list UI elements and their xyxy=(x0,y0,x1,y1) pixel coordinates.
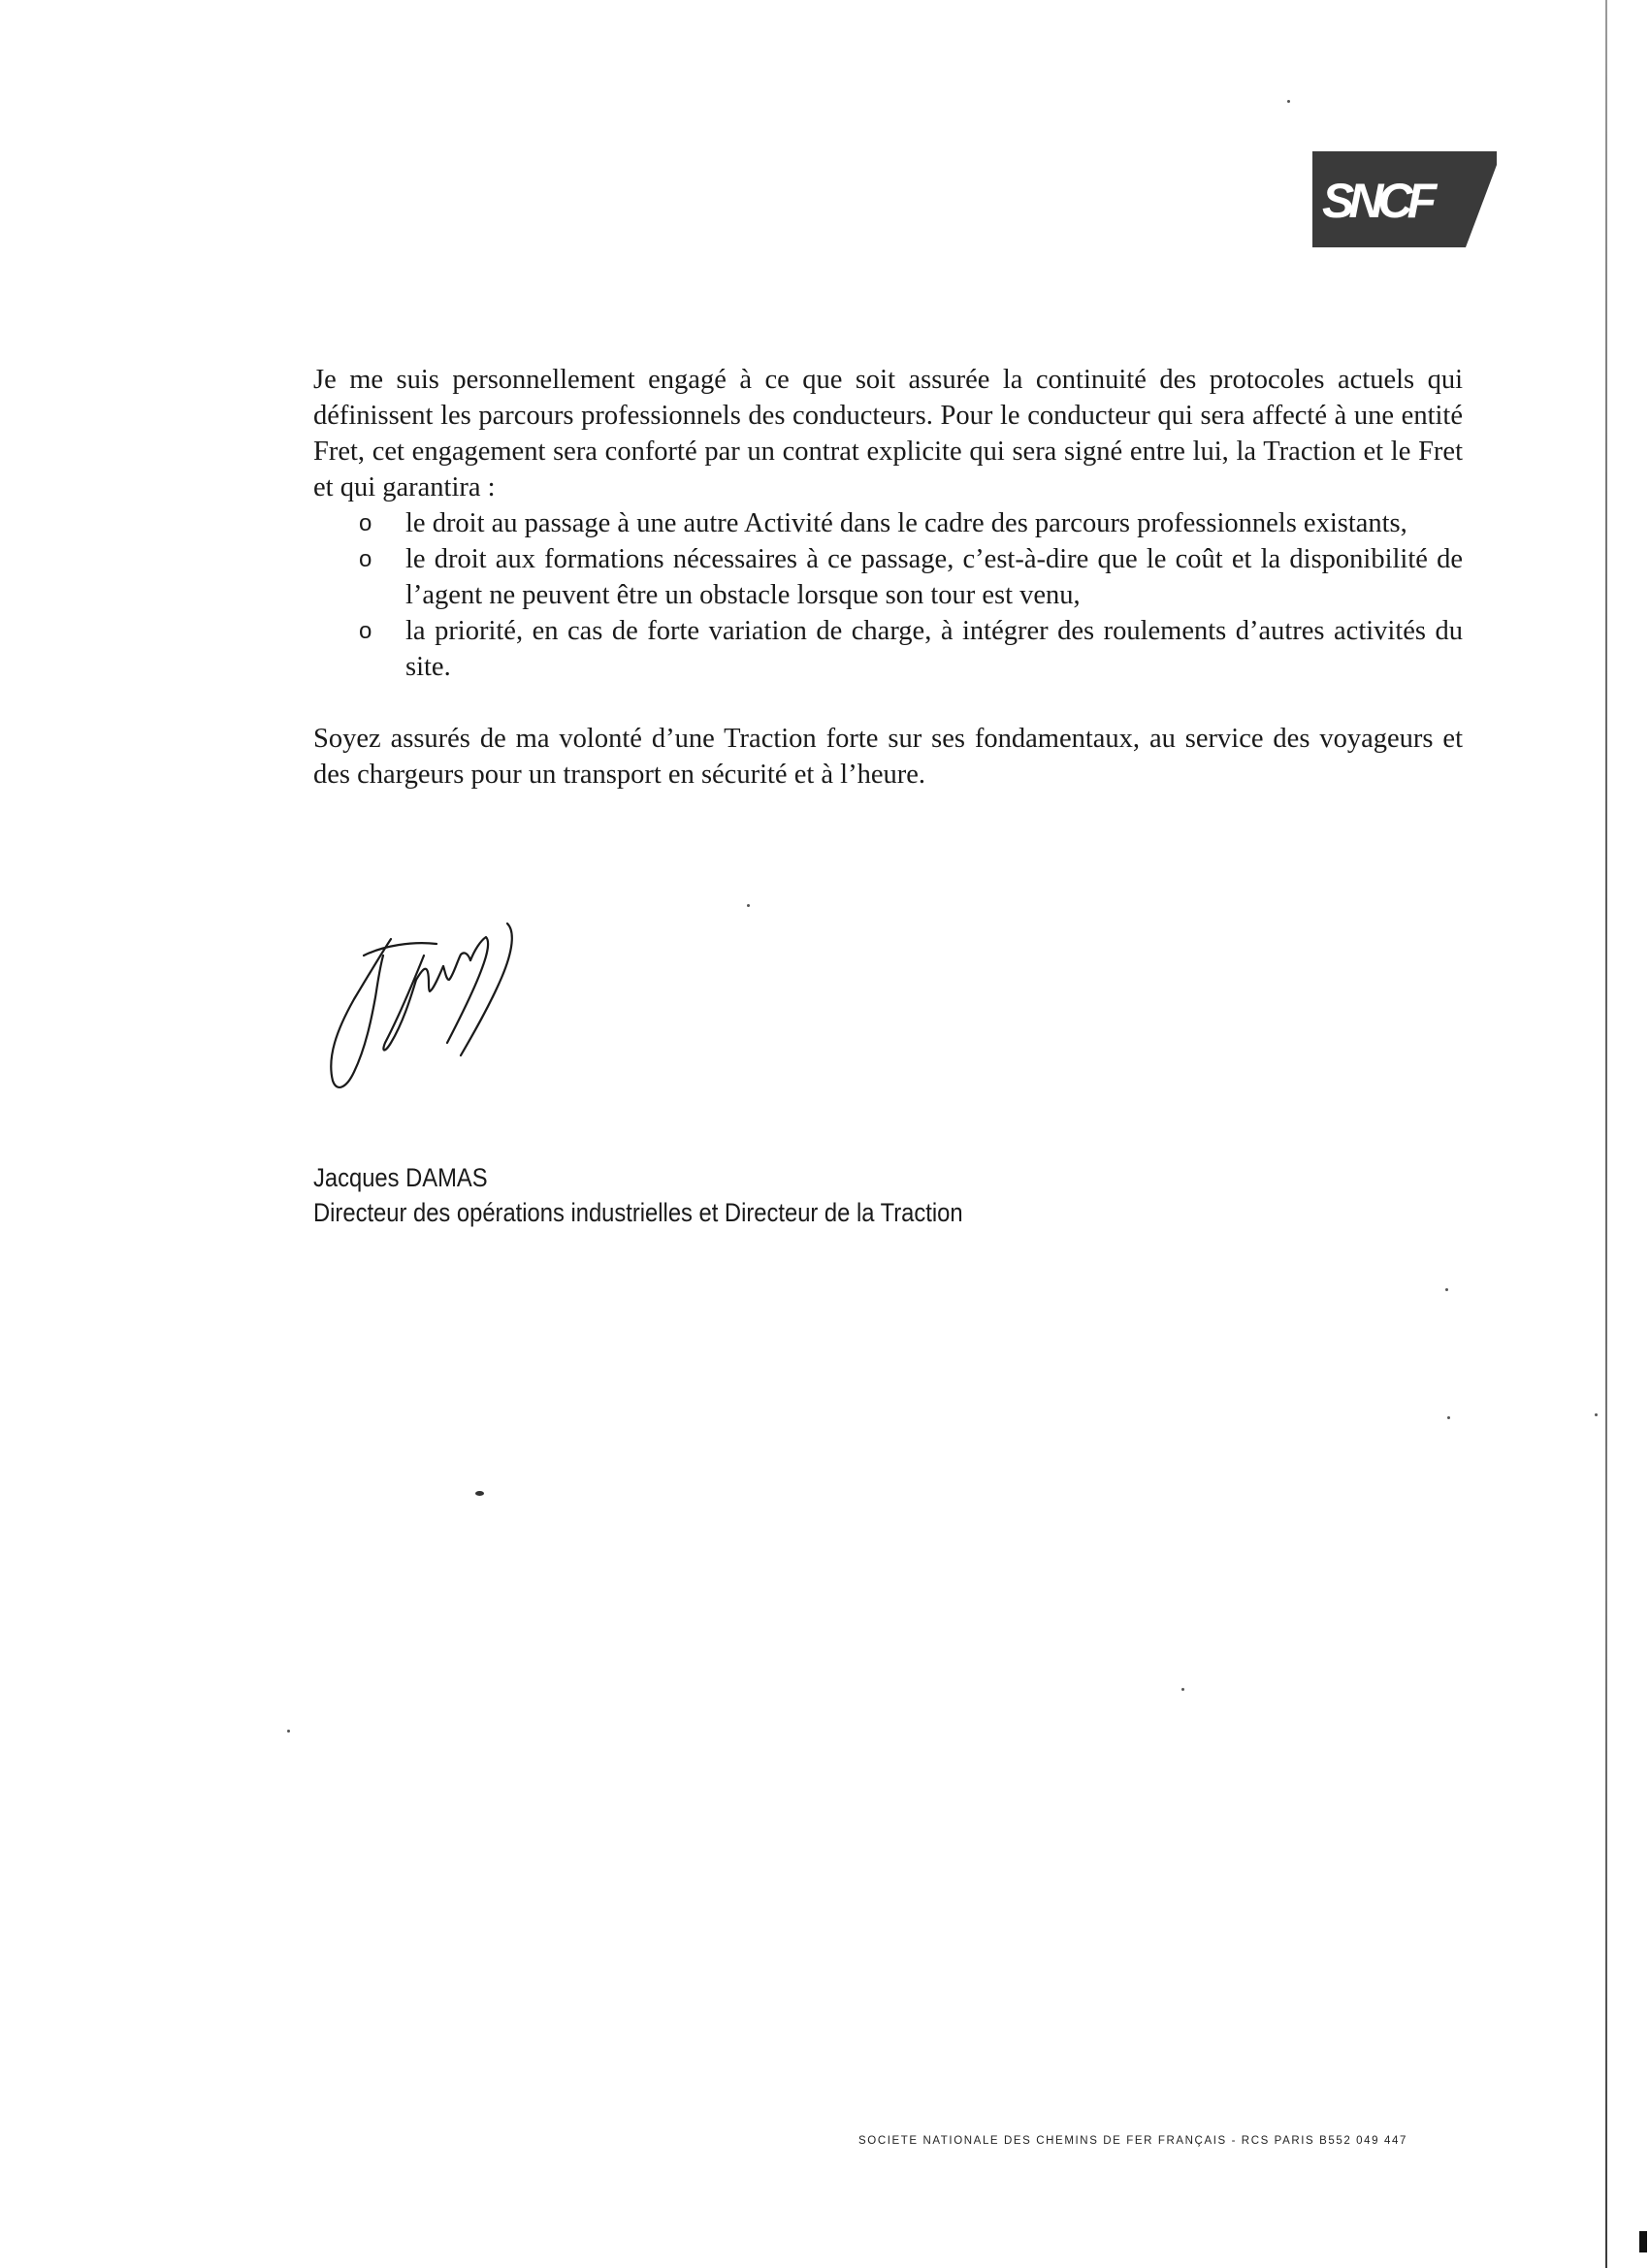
signer-block xyxy=(313,1160,963,1230)
sncf-logo xyxy=(1312,151,1497,247)
company-footer: SOCIETE NATIONALE DES CHEMINS DE FER FRANÇAIS - RCS PARIS B552 049 447 xyxy=(858,2135,1407,2147)
bullet-marker: o xyxy=(359,618,372,644)
guarantee-list xyxy=(313,505,1463,685)
scan-speck xyxy=(1447,1416,1450,1419)
closing-paragraph: Soyez assurés de ma volonté d’une Traction forte sur ses fondamentaux, au service des voyageurs et des chargeurs pour un transport en sécurité et à l’heure. xyxy=(313,724,1463,790)
scan-speck xyxy=(1445,1288,1448,1291)
list-item-text: le droit au passage à une autre Activité dans le cadre des parcours professionnels existants, xyxy=(405,508,1407,538)
scan-speck xyxy=(287,1730,290,1733)
signer-title: Directeur des opérations industrielles et Directeur de la Traction xyxy=(313,1198,963,1227)
scan-speck xyxy=(475,1491,484,1496)
bullet-marker: o xyxy=(359,546,372,572)
list-item xyxy=(313,541,1463,613)
scan-speck xyxy=(747,904,750,907)
svg-text:SNCF: SNCF xyxy=(1322,174,1432,228)
signer-name: Jacques DAMAS xyxy=(313,1163,488,1192)
handwritten-signature-icon xyxy=(315,912,567,1106)
list-item xyxy=(313,613,1463,685)
scan-edge-line xyxy=(1605,0,1607,2268)
scan-speck xyxy=(1287,100,1290,103)
scan-speck xyxy=(1181,1688,1184,1691)
scan-corner-mark xyxy=(1639,2231,1647,2252)
letter-body xyxy=(313,362,1463,793)
list-item-text: le droit aux formations nécessaires à ce passage, c’est-à-dire que le coût et la disponibilité de l’agent ne peuvent être un obstacle lorsque son tour est venu, xyxy=(405,544,1463,610)
list-item-text: la priorité, en cas de forte variation de charge, à intégrer des roulements d’autres activités du site. xyxy=(405,616,1463,682)
bullet-marker: o xyxy=(359,510,372,536)
scan-speck xyxy=(1595,1413,1598,1416)
intro-paragraph: Je me suis personnellement engagé à ce que soit assurée la continuité des protocoles actuels qui définissent les parcours professionnels des conducteurs. Pour le conducteur qui sera affecté à une entité Fret, cet engagement sera conforté par un contrat explicite qui sera signé entre lui, la Traction et le Fret et qui garantira : xyxy=(313,365,1463,502)
list-item xyxy=(313,505,1463,541)
